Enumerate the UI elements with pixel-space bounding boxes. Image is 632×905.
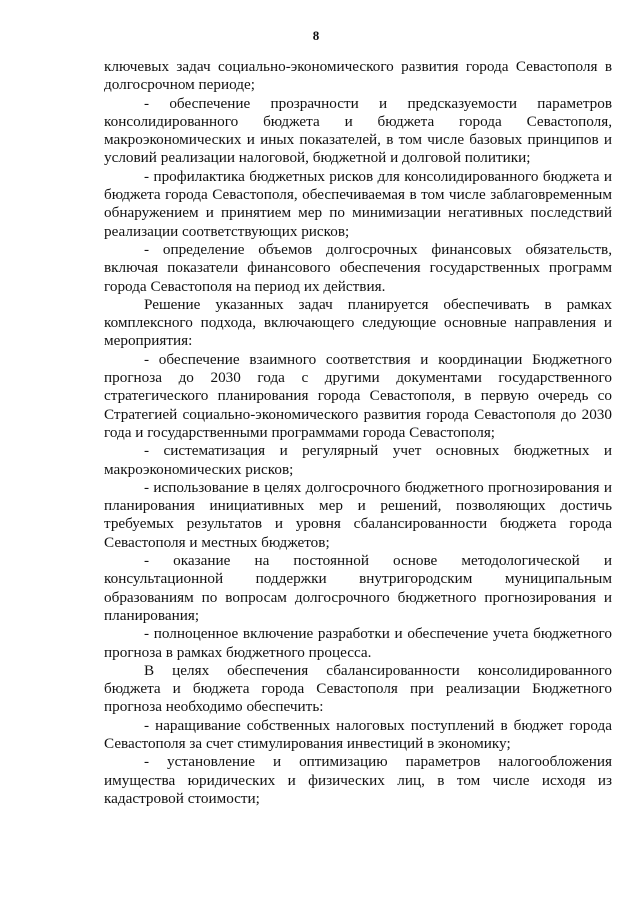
- document-body: [104, 58, 612, 808]
- list-item: - обеспечение прозрачности и предсказуемости параметров консолидированного бюджета и бюджета города Севастополя, макроэкономических и иных показателей, в том числе базовых принципов и условий реализации налоговой, бюджетной и долговой политики;: [104, 94, 612, 167]
- paragraph: Решение указанных задач планируется обеспечивать в рамках комплексного подхода, включающего следующие основные направления и мероприятия:: [104, 295, 612, 350]
- list-item: - профилактика бюджетных рисков для консолидированного бюджета и бюджета города Севастополя, обеспечиваемая в том числе заблаговременным обнаружением и принятием мер по минимизации негативных последствий реализации соответствующих рисков;: [104, 167, 612, 240]
- list-item: - оказание на постоянной основе методологической и консультационной поддержки внутригородским муниципальным образованиям по вопросам долгосрочного бюджетного прогнозирования и планирования;: [104, 552, 612, 624]
- list-item: - установление и оптимизацию параметров налогообложения имущества юридических и физических лиц, в том числе исходя из кадастровой стоимости;: [104, 753, 612, 807]
- list-item: - наращивание собственных налоговых поступлений в бюджет города Севастополя за счет стимулирования инвестиций в экономику;: [104, 716, 612, 752]
- list-item: - систематизация и регулярный учет основных бюджетных и макроэкономических рисков;: [104, 442, 612, 478]
- list-item: - обеспечение взаимного соответствия и координации Бюджетного прогноза до 2030 года с другими документами государственного стратегического планирования города Севастополя, в первую очередь со Стратегией социально-экономического развития города Севастополя до 2030 года и государственными программами города Севастополя;: [104, 350, 612, 441]
- paragraph: ключевых задач социально-экономического развития города Севастополя в долгосрочном периоде;: [104, 58, 612, 94]
- paragraph: В целях обеспечения сбалансированности консолидированного бюджета и бюджета города Севастополя при реализации Бюджетного прогноза необходимо обеспечить:: [104, 661, 612, 716]
- list-item: - полноценное включение разработки и обеспечение учета бюджетного прогноза в рамках бюджетного процесса.: [104, 625, 612, 661]
- list-item: - определение объемов долгосрочных финансовых обязательств, включая показатели финансового обеспечения государственных программ города Севастополя на период их действия.: [104, 240, 612, 295]
- page-number: 8: [312, 28, 320, 43]
- list-item: - использование в целях долгосрочного бюджетного прогнозирования и планирования инициативных мер и решений, позволяющих достичь требуемых результатов и уровня сбалансированности бюджета города Севастополя и местных бюджетов;: [104, 478, 612, 551]
